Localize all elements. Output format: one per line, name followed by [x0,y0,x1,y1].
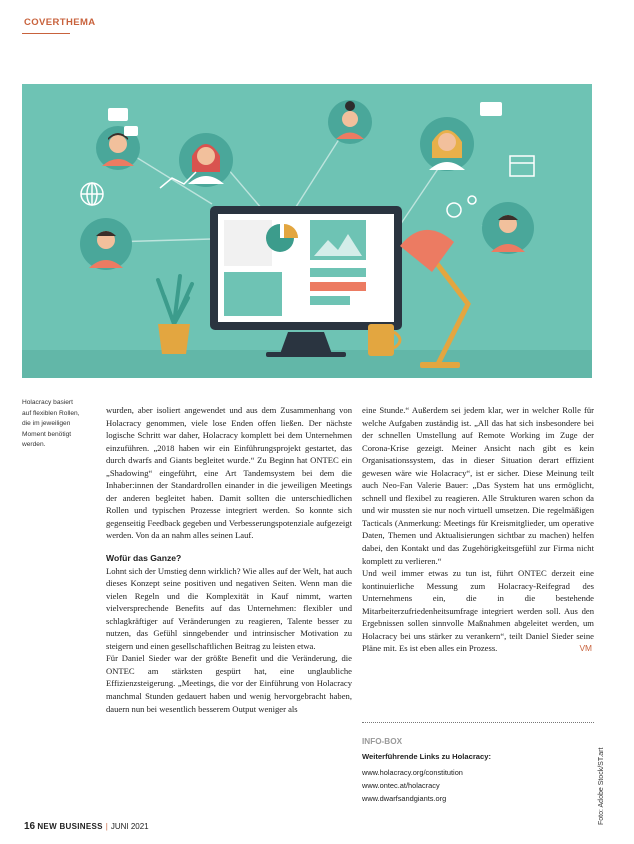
chat-bubble-icon [124,126,138,136]
remote-work-illustration [22,84,592,378]
paragraph [362,567,594,655]
infobox-divider [362,722,594,723]
paragraph: Lohnt sich der Umstieg denn wirklich? Wie alles auf der Welt, hat auch dieses Konzept seine positiven und negativen Seiten. Wenn man die vielen Regeln und die Komplexität in Kauf nimmt, warten vielversprechende Benefits auf das Unternehmen: flexibler und schlagkräftiger auf Veränderungen zu reagieren, Talente besser zu nutzen, das Gefühl sinngebender und intrinsischer Motivation zu steigern und einen gesellschaftlichen Beitrag zu leisten etwa. [106,565,352,651]
avatar-man-bottom-left [80,218,132,270]
magazine-name: NEW BUSINESS [37,822,103,831]
section-divider [22,33,70,34]
subheading: Wofür das Ganze? [106,553,182,564]
photo-credit: Foto: Adobe Stock/ST.art [598,747,605,825]
avatar-woman-blonde [420,102,502,171]
issue-date: JUNI 2021 [110,822,149,831]
infobox-link[interactable]: www.holacracy.org/constitution [362,768,463,777]
globe-icon [81,183,103,205]
footer-separator: | [105,822,108,831]
section-label: COVERTHEMA [24,17,96,28]
article-column-2 [362,404,594,655]
avatar-woman-bun [328,100,372,144]
avatar-woman-red [179,133,233,187]
article-column-1 [106,404,352,715]
infobox-link[interactable]: www.ontec.at/holacracy [362,781,440,790]
gear-icon [447,196,476,217]
hero-illustration [22,84,592,378]
paragraph: wurden, aber isoliert angewendet und aus dem Zusammenhang von Holacracy genommen, viele lose Enden offen ließen. Der nächste logische Schritt war daher, Holacracy komplett bei dem Unternehmen einzuführen. „2018 haben wir ein Einführungsprojekt gestartet, das durch dwarfs and Giants begleitet wurde.“ Zu Beginn hat ONTEC ein „Shadowing“ eingeführt, eine Art Tandemsystem bei dem die Inhaber:innen der Standardrollen einander in die jeweiligen Meetings der anderen begleitet haben. Damit sollten die unterschiedlichen Rollen und typischen Prozesse integriert werden. So konnte sich gegenseitig Feedback gegeben und Verbesserungspotenziale aufgezeigt werden. Von da an nahm alles seinen Lauf. [106,405,352,541]
author-signature: VM [579,643,592,654]
infobox-subtitle: Weiterführende Links zu Holacracy: [362,752,491,761]
calendar-icon [510,156,534,176]
desk-lamp-icon [400,230,468,368]
figure-caption: Holacracy basiert auf flexiblen Rollen, die im jeweiligen Moment benötigt werden. [22,399,80,449]
paragraph: eine Stunde.“ Außerdem sei jedem klar, wer in welcher Rolle für welche Aufgaben zuständig ist. „All das hat sich insbesondere bei der schnellen Umstellung auf Remote Working im Zuge der Corona-Krise gezeigt. Meiner Ansicht nach gibt es kein Organisationssystem, das in dieser Situation derart effizient gewesen wäre wie Holacracy“, ist er sicher. Diese Meinung teilt auch Neo-Fan Valerie Bauer: „Das System hat uns ermöglicht, schnell und flexibel zu reagieren. Alle Strukturen waren schon da und wir mussten sie nur noch virtuell umsetzen. Die regelmäßigen Tacticals (Anmerkung: Meetings für Kreismitglieder, um operative Daten, Themen und Aktualisierungen sichtbar zu machen) helfen dabei, den Kontakt und das Zugehörigkeitsgefühl zur Firma nicht komplett zu verlieren.“ [362,405,594,566]
avatar-man-right [482,202,534,254]
infobox-link[interactable]: www.dwarfsandgiants.org [362,794,447,803]
paragraph-text: Und weil immer etwas zu tun ist, führt ONTEC derzeit eine kontinuierliche Messung zum Holacracy-Reifegrad des Unternehmens ein, die in die bestehende Mitarbeiterzufriedenheitsumfrage integriert werden soll. Aus den Ergebnissen sollen sinnvolle Maßnahmen abgeleitet werden, um Holacracy bei uns stärker zu verankern“, teilt Daniel Sieder seine Pläne mit. Es ist eben alles ein Prozess. [362,568,594,654]
paragraph: Für Daniel Sieder war der größte Benefit und die Veränderung, die ONTEC am stärksten gespürt hat, eine unglaubliche Effizienzsteigerung. „Meetings, die vor der Einführung von Holacracy manchmal Stunden gedauert haben und wenig hervorgebracht haben, dauern nun bei wesentlich besserem Output weniger als [106,653,352,714]
plant-icon [158,276,192,354]
page-footer [24,821,149,832]
page-number: 16 [24,821,36,832]
avatar-man-left [96,108,140,170]
infobox-title: INFO-BOX [362,737,403,746]
